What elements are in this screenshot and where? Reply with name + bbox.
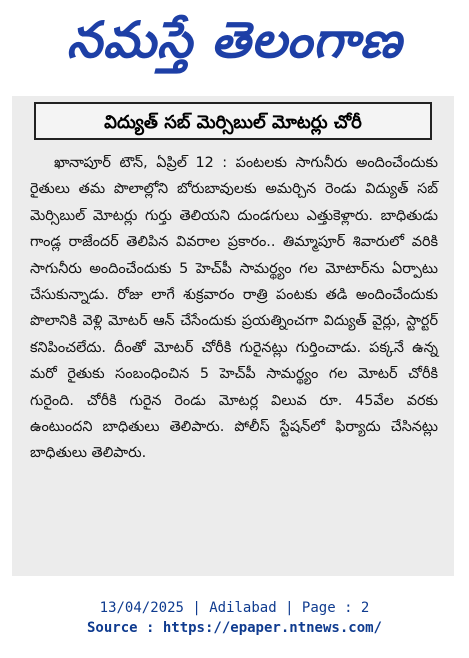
edition-info: 13/04/2025 | Adilabad | Page : 2: [99, 600, 370, 616]
article-body: ఖానాపూర్ టౌన్, ఏప్రిల్ 12 : పంటలకు సాగునీరు అందించేందుకు రైతులు తమ పొలాల్లోని బోరుబావులకు అమర్చిన రెండు విద్యుత్ సబ్ మెర్సిబుల్ మోటర్లు గుర్తు తెలియని దుండగులు ఎత్తుకెళ్లారు. బాధితుడు గాండ్ల రాజేందర్ తెలిపిన వివరాల ప్రకారం.. తిమ్మాపూర్ శివారులో వరికి సాగునీరు అందించేందుకు 5 హెచ్‌పీ సామర్థ్యం గల మోటార్‌ను ఏర్పాటు చేసుకున్నాడు. రోజు లాగే శుక్రవారం రాత్రి పంటకు తడి అందించేందుకు పొలానికి వెళ్లి మోటర్ ఆన్ చేసేందుకు ప్రయత్నించగా విద్యుత్ వైర్లు, స్టార్టర్ కనిపించలేదు. దీంతో మోటర్ చోరీకి గురైనట్లు గుర్తించాడు. పక్కనే ఉన్న మరో రైతుకు సంబంధించిన 5 హెచ్‌పీ సామర్థ్యం గల మోటర్ చోరీకి గురైంది. చోరీకి గురైన రెండు మోటర్ల విలువ రూ. 45వేల వరకు ఉంటుందని బాధితులు తెలిపారు. పోలీస్ స్టేషన్‌లో ఫిర్యాదు చేసినట్లు బాధితులు తెలిపారు.: [30, 155, 439, 462]
source-link[interactable]: Source : https://epaper.ntnews.com/: [86, 620, 382, 636]
newspaper-masthead: నమస్తే తెలంగాణ: [66, 10, 403, 69]
article-clipping: [12, 96, 454, 576]
article-headline: విద్యుత్ సబ్ మెర్సిబుల్ మోటర్లు చోరీ: [34, 102, 432, 140]
